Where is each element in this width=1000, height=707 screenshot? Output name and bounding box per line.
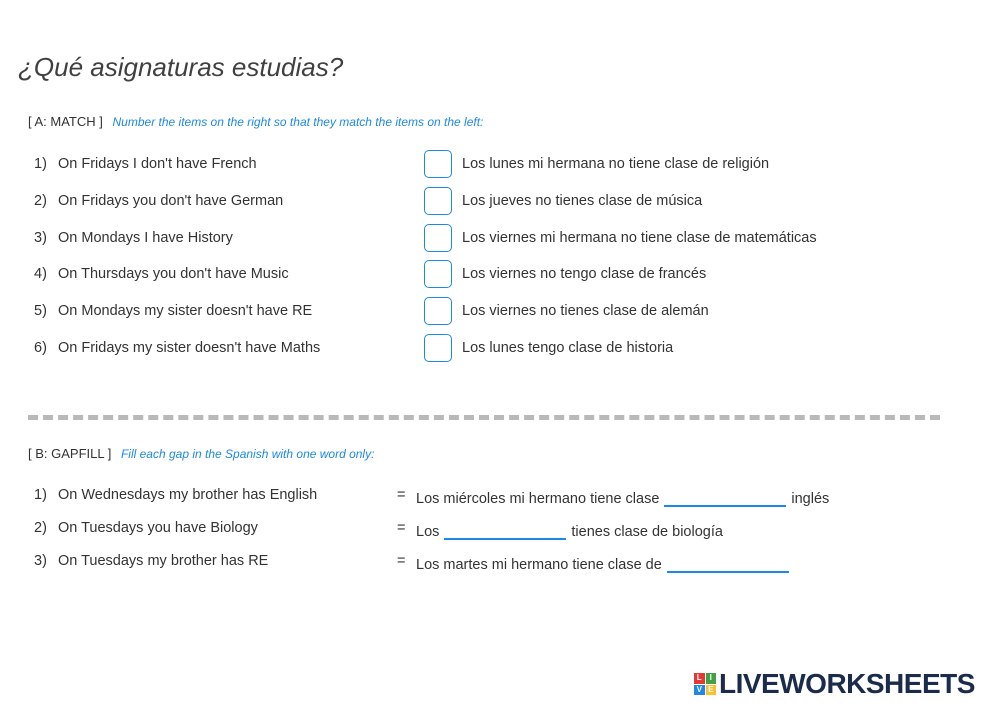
match-answer-box-3[interactable] — [424, 224, 452, 252]
item-text: On Fridays I don't have French — [58, 156, 257, 172]
live-icon — [694, 673, 716, 695]
equals-sign: = — [397, 553, 406, 569]
match-left-item — [34, 156, 257, 172]
section-divider — [28, 415, 940, 420]
logo-icon-letter: V — [694, 685, 705, 696]
match-answer-box-5[interactable] — [424, 297, 452, 325]
match-left-item — [34, 266, 289, 282]
item-text: On Tuesdays my brother has RE — [58, 553, 269, 569]
item-number: 2) — [34, 193, 47, 209]
logo-icon-letter: I — [706, 673, 717, 684]
equals-sign: = — [397, 487, 406, 503]
match-right-item: Los viernes no tienes clase de alemán — [462, 303, 709, 319]
item-number: 4) — [34, 266, 47, 282]
match-answer-box-4[interactable] — [424, 260, 452, 288]
gap-text-after: tienes clase de biología — [571, 524, 723, 540]
gap-input-2[interactable] — [444, 520, 566, 540]
section-a-label: [ A: MATCH ] — [28, 114, 103, 129]
section-b-instruction: Fill each gap in the Spanish with one word only: — [120, 447, 375, 461]
item-number: 3) — [34, 230, 47, 246]
match-left-item — [34, 340, 320, 356]
gap-input-3[interactable] — [667, 553, 789, 573]
gapfill-spanish-item — [416, 520, 723, 540]
section-a-instruction: Number the items on the right so that they match the items on the left: — [112, 115, 484, 129]
section-a-header — [28, 114, 483, 129]
match-answer-box-1[interactable] — [424, 150, 452, 178]
item-number: 6) — [34, 340, 47, 356]
match-right-item: Los jueves no tienes clase de música — [462, 193, 703, 209]
logo-text: LIVEWORKSHEETS — [719, 668, 975, 699]
section-b-label: [ B: GAPFILL ] — [28, 446, 112, 461]
gap-text-before: Los miércoles mi hermano tiene clase — [416, 491, 660, 507]
liveworksheets-logo — [694, 668, 975, 700]
gapfill-spanish-item — [416, 553, 789, 573]
item-text: On Wednesdays my brother has English — [58, 487, 318, 503]
item-number: 2) — [34, 520, 47, 536]
gapfill-english-item — [34, 520, 258, 536]
item-number: 1) — [34, 156, 47, 172]
gapfill-english-item — [34, 553, 268, 569]
gap-text-before: Los — [416, 524, 440, 540]
logo-icon-letter: E — [706, 685, 717, 696]
match-left-item — [34, 230, 233, 246]
item-text: On Fridays my sister doesn't have Maths — [58, 340, 321, 356]
item-text: On Thursdays you don't have Music — [58, 266, 289, 282]
gapfill-spanish-item — [416, 487, 829, 507]
logo-icon-letter: L — [694, 673, 705, 684]
page-title: ¿Qué asignaturas estudias? — [18, 52, 344, 82]
item-text: On Mondays I have History — [58, 230, 233, 246]
equals-sign: = — [397, 520, 406, 536]
item-text: On Fridays you don't have German — [58, 193, 284, 209]
item-text: On Tuesdays you have Biology — [58, 520, 258, 536]
match-right-item: Los lunes tengo clase de historia — [462, 340, 674, 356]
match-right-item: Los lunes mi hermana no tiene clase de religión — [462, 156, 770, 172]
match-left-item — [34, 193, 283, 209]
match-answer-box-6[interactable] — [424, 334, 452, 362]
item-number: 5) — [34, 303, 47, 319]
gap-text-after: inglés — [791, 491, 830, 507]
gapfill-english-item — [34, 487, 317, 503]
match-left-item — [34, 303, 312, 319]
match-right-item: Los viernes mi hermana no tiene clase de matemáticas — [462, 230, 817, 246]
match-answer-box-2[interactable] — [424, 187, 452, 215]
match-right-item: Los viernes no tengo clase de francés — [462, 266, 707, 282]
item-number: 3) — [34, 553, 47, 569]
section-b-header — [28, 446, 374, 461]
item-number: 1) — [34, 487, 47, 503]
gap-input-1[interactable] — [664, 487, 786, 507]
gap-text-before: Los martes mi hermano tiene clase de — [416, 557, 662, 573]
item-text: On Mondays my sister doesn't have RE — [58, 303, 313, 319]
